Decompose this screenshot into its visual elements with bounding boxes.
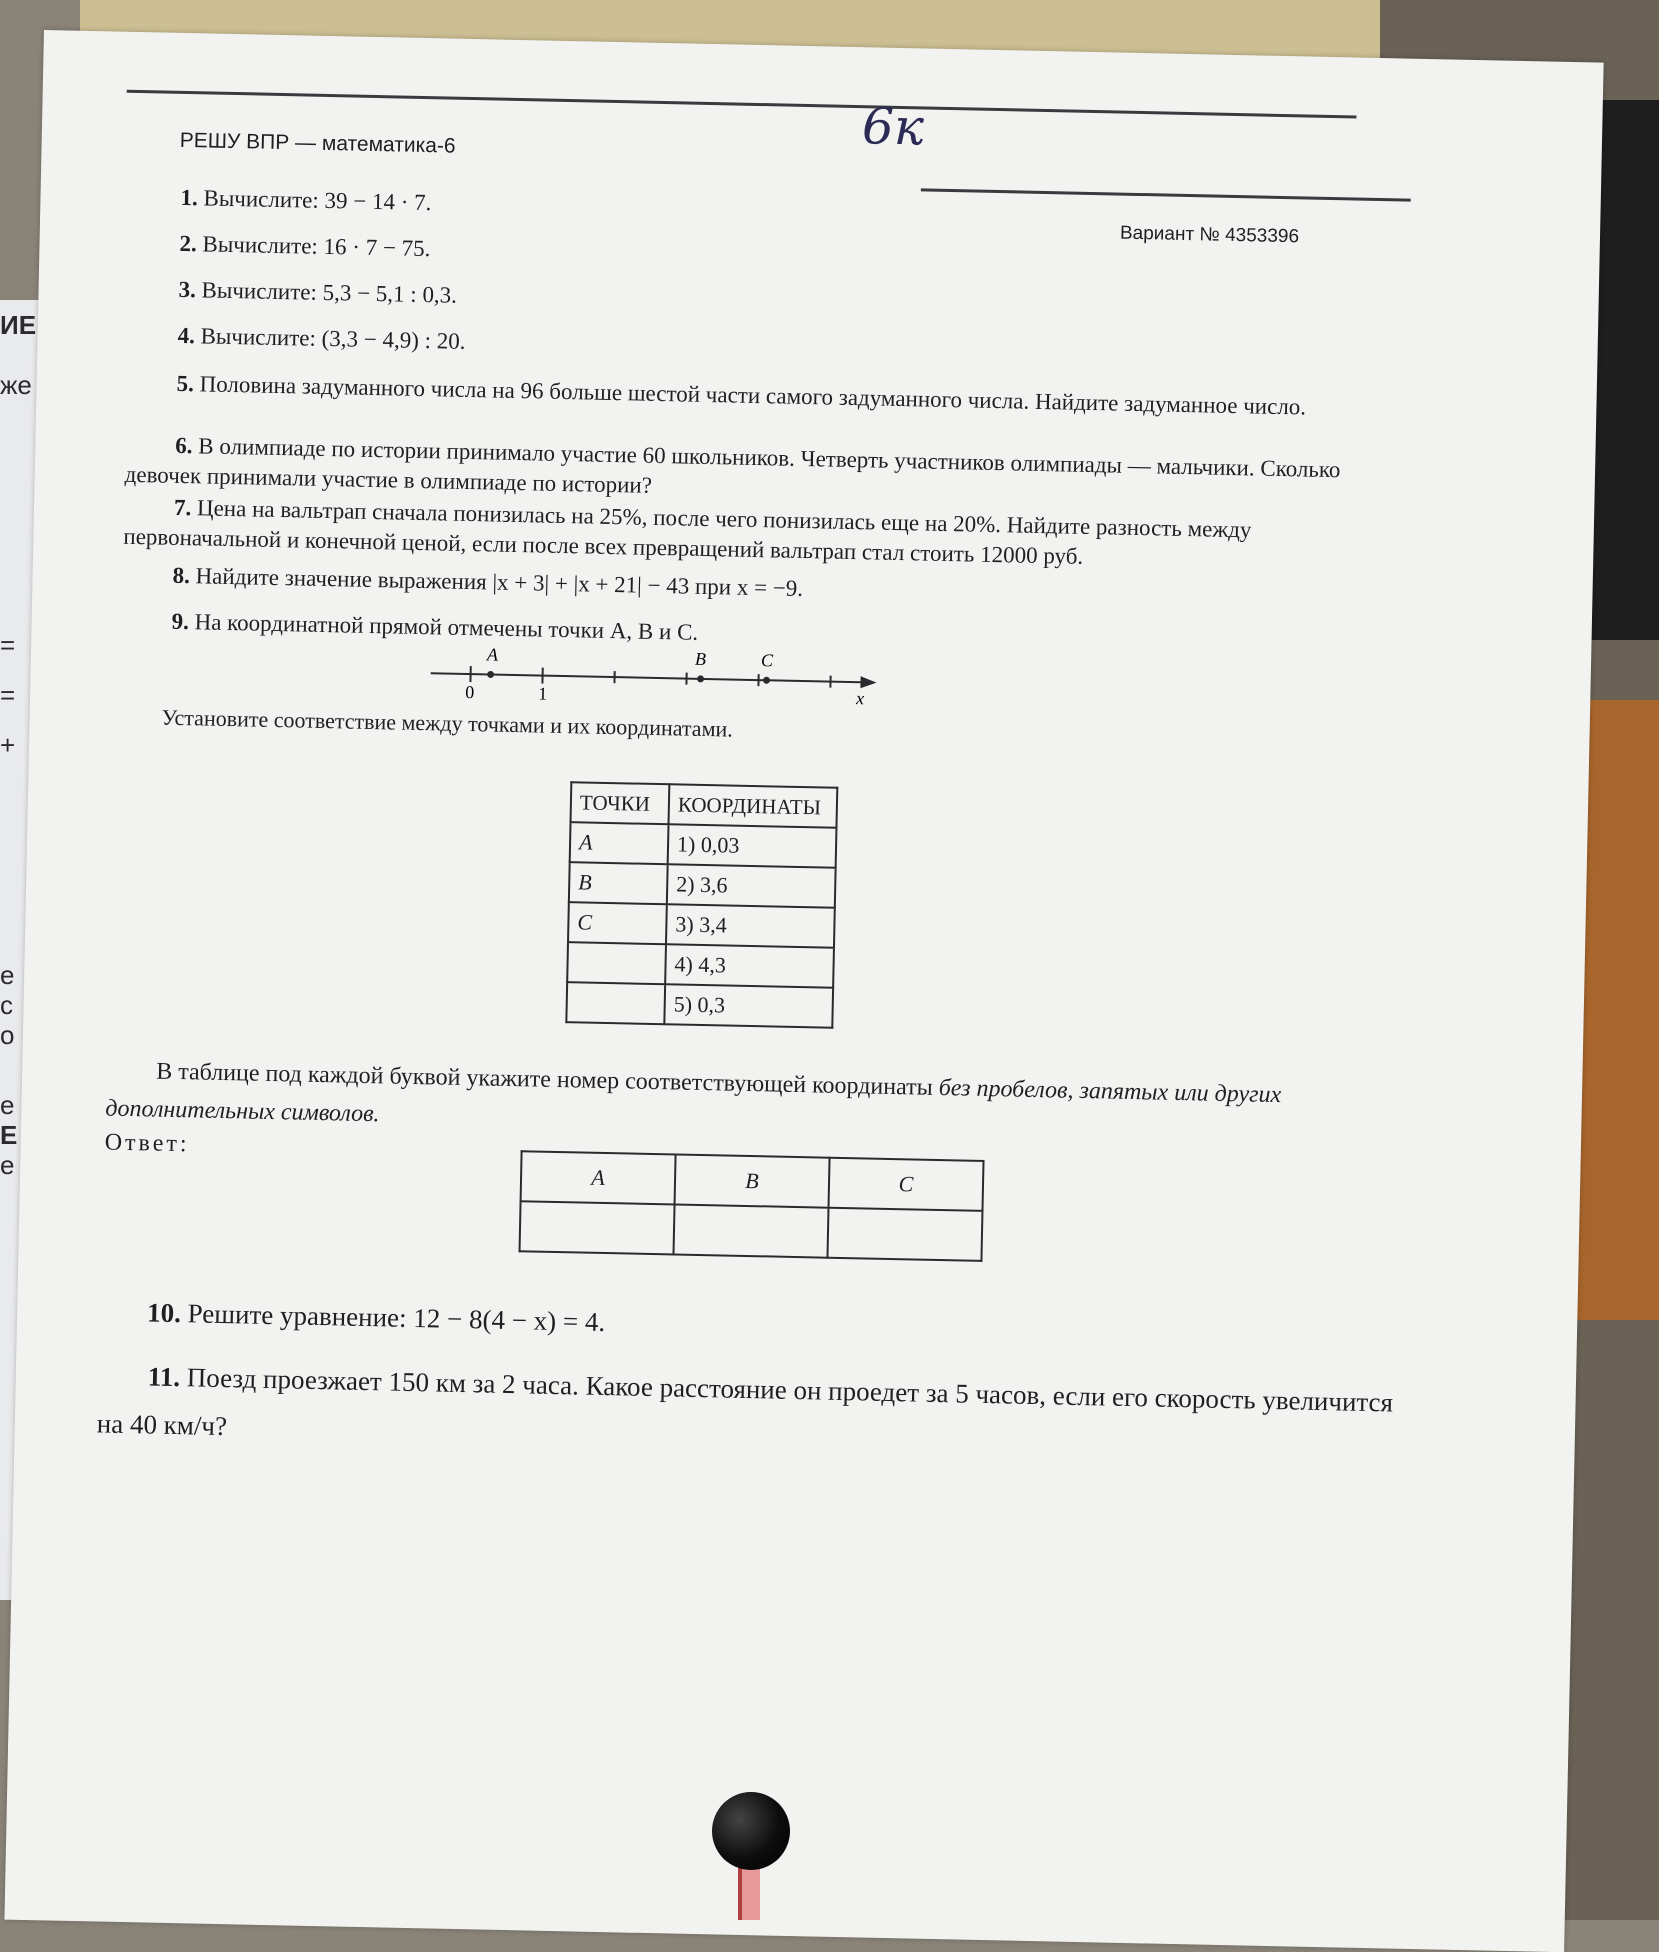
tick-label-zero: 0 (465, 682, 474, 702)
task-text: Половина задуманного числа на 96 больше шестой части самого задуманного числа. Найдите задуманное число. (199, 371, 1306, 419)
answer-cell-b[interactable] (673, 1204, 828, 1257)
coord-cell: 3) 3,4 (666, 904, 835, 948)
task-1 (180, 183, 432, 218)
tick-label-one: 1 (538, 683, 547, 703)
point-cell (566, 982, 665, 1024)
task-number: 7. (174, 495, 192, 520)
task-text: Найдите значение выражения |x + 3| + |x + 21| − 43 при x = −9. (195, 563, 803, 601)
header-rule (127, 90, 1357, 119)
task-text: Вычислите: 5,3 − 5,1 : 0,3. (201, 277, 457, 307)
task-text: Вычислите: 39 − 14 · 7. (203, 185, 431, 215)
left-sheet-fragment: е (0, 960, 14, 991)
answer-table (519, 1150, 985, 1262)
task-number: 8. (172, 563, 190, 588)
task-text: Решите уравнение: 12 − 8(4 − x) = 4. (187, 1298, 605, 1337)
point-cell: B (569, 862, 668, 904)
left-sheet-fragment: Е (0, 1120, 17, 1151)
left-sheet-fragment: е (0, 1090, 14, 1121)
coord-cell: 2) 3,6 (667, 864, 836, 908)
coord-cell: 1) 0,03 (668, 824, 837, 868)
point-b-dot (697, 675, 704, 682)
answer-input-row (520, 1201, 983, 1261)
axis-label-x: x (855, 688, 864, 708)
left-sheet-fragment: о (0, 1020, 14, 1051)
task-text: Вычислите: (3,3 − 4,9) : 20. (200, 323, 465, 354)
task-text: В олимпиаде по истории принимало участие 60 школьников. Четверть участников олимпиады — мальчики. Сколько девочек принимали участие в олимпиаде по истории? (124, 433, 1340, 498)
task-text: На координатной прямой отмечены точки A, B и C. (194, 609, 698, 645)
coordinates-table (565, 781, 838, 1029)
left-sheet-fragment: ИЕ (0, 310, 36, 341)
answer-header-c: C (829, 1158, 984, 1211)
task-number: 3. (178, 277, 196, 302)
left-sheet-fragment: е (0, 1150, 14, 1181)
variant-number: Вариант № 4353396 (1120, 223, 1300, 249)
left-sheet-fragment: с (0, 990, 13, 1021)
point-cell: C (568, 902, 667, 944)
left-sheet-fragment: же (0, 370, 32, 401)
answer-cell-a[interactable] (520, 1201, 675, 1254)
answer-header-b: B (675, 1154, 830, 1207)
point-cell: A (570, 822, 669, 864)
task-number: 5. (176, 371, 194, 396)
left-sheet-fragment: = (0, 630, 15, 661)
task-number: 2. (179, 231, 197, 256)
left-sheet-fragment: + (0, 730, 15, 761)
answer-header-a: A (521, 1151, 676, 1204)
coord-cell: 4) 4,3 (665, 944, 834, 988)
point-c-dot (763, 677, 770, 684)
answer-instructions (105, 1052, 1386, 1155)
task-number: 11. (148, 1361, 181, 1392)
task-2 (179, 229, 431, 264)
instructions-text: В таблице под каждой буквой укажите номер соответствующей координаты (156, 1059, 939, 1101)
task-4 (177, 321, 466, 357)
point-a-dot (487, 671, 494, 678)
handwritten-grade: 6к (862, 97, 925, 156)
task-9 (171, 607, 698, 648)
point-a-label: A (486, 644, 499, 664)
task-9-instruction: Установите соответствие между точками и их координатами. (161, 705, 733, 743)
table-row (567, 942, 834, 988)
pointer-ball (712, 1792, 790, 1870)
number-line (430, 643, 891, 713)
site-title: РЕШУ ВПР — математика-6 (179, 129, 455, 159)
point-c-label: C (761, 650, 774, 670)
task-number: 10. (147, 1297, 181, 1328)
task-text: Поезд проезжает 150 км за 2 часа. Какое расстояние он проедет за 5 часов, если его скорость увеличится на 40 км/ч? (97, 1362, 1394, 1441)
task-8 (172, 561, 803, 604)
header-coordinates: КООРДИНАТЫ (669, 784, 838, 828)
coord-cell: 5) 0,3 (664, 984, 833, 1028)
task-3 (178, 275, 457, 311)
point-cell (567, 942, 666, 984)
task-10 (147, 1297, 606, 1337)
number-line-arrow (860, 676, 876, 688)
task-text: Цена на вальтрап сначала понизилась на 25%, после чего понизилась еще на 20%. Найдите разность между первоначальной и конечной ценой, если после всех превращений вальтрап стал стоить 12000 руб. (123, 495, 1252, 569)
number-line-axis (431, 673, 861, 682)
header-points: ТОЧКИ (571, 782, 670, 824)
task-text: Вычислите: 16 · 7 − 75. (202, 231, 430, 261)
task-number: 9. (171, 609, 189, 634)
task-number: 4. (177, 323, 195, 348)
left-sheet-fragment: = (0, 680, 15, 711)
answer-cell-c[interactable] (827, 1208, 982, 1261)
point-b-label: B (695, 649, 706, 669)
variant-rule (921, 188, 1411, 201)
task-11 (96, 1351, 1418, 1475)
instructions-italic: без пробелов, запятых или других дополнительных символов. (105, 1075, 1281, 1127)
table-header-row (571, 782, 838, 828)
table-row (569, 862, 836, 908)
table-row (568, 902, 835, 948)
task-number: 1. (180, 185, 198, 210)
table-row (570, 822, 837, 868)
answer-label: Ответ: (104, 1130, 189, 1159)
task-number: 6. (175, 433, 193, 458)
worksheet-page (4, 30, 1603, 1952)
task-5 (126, 368, 1406, 425)
table-row (566, 982, 833, 1028)
